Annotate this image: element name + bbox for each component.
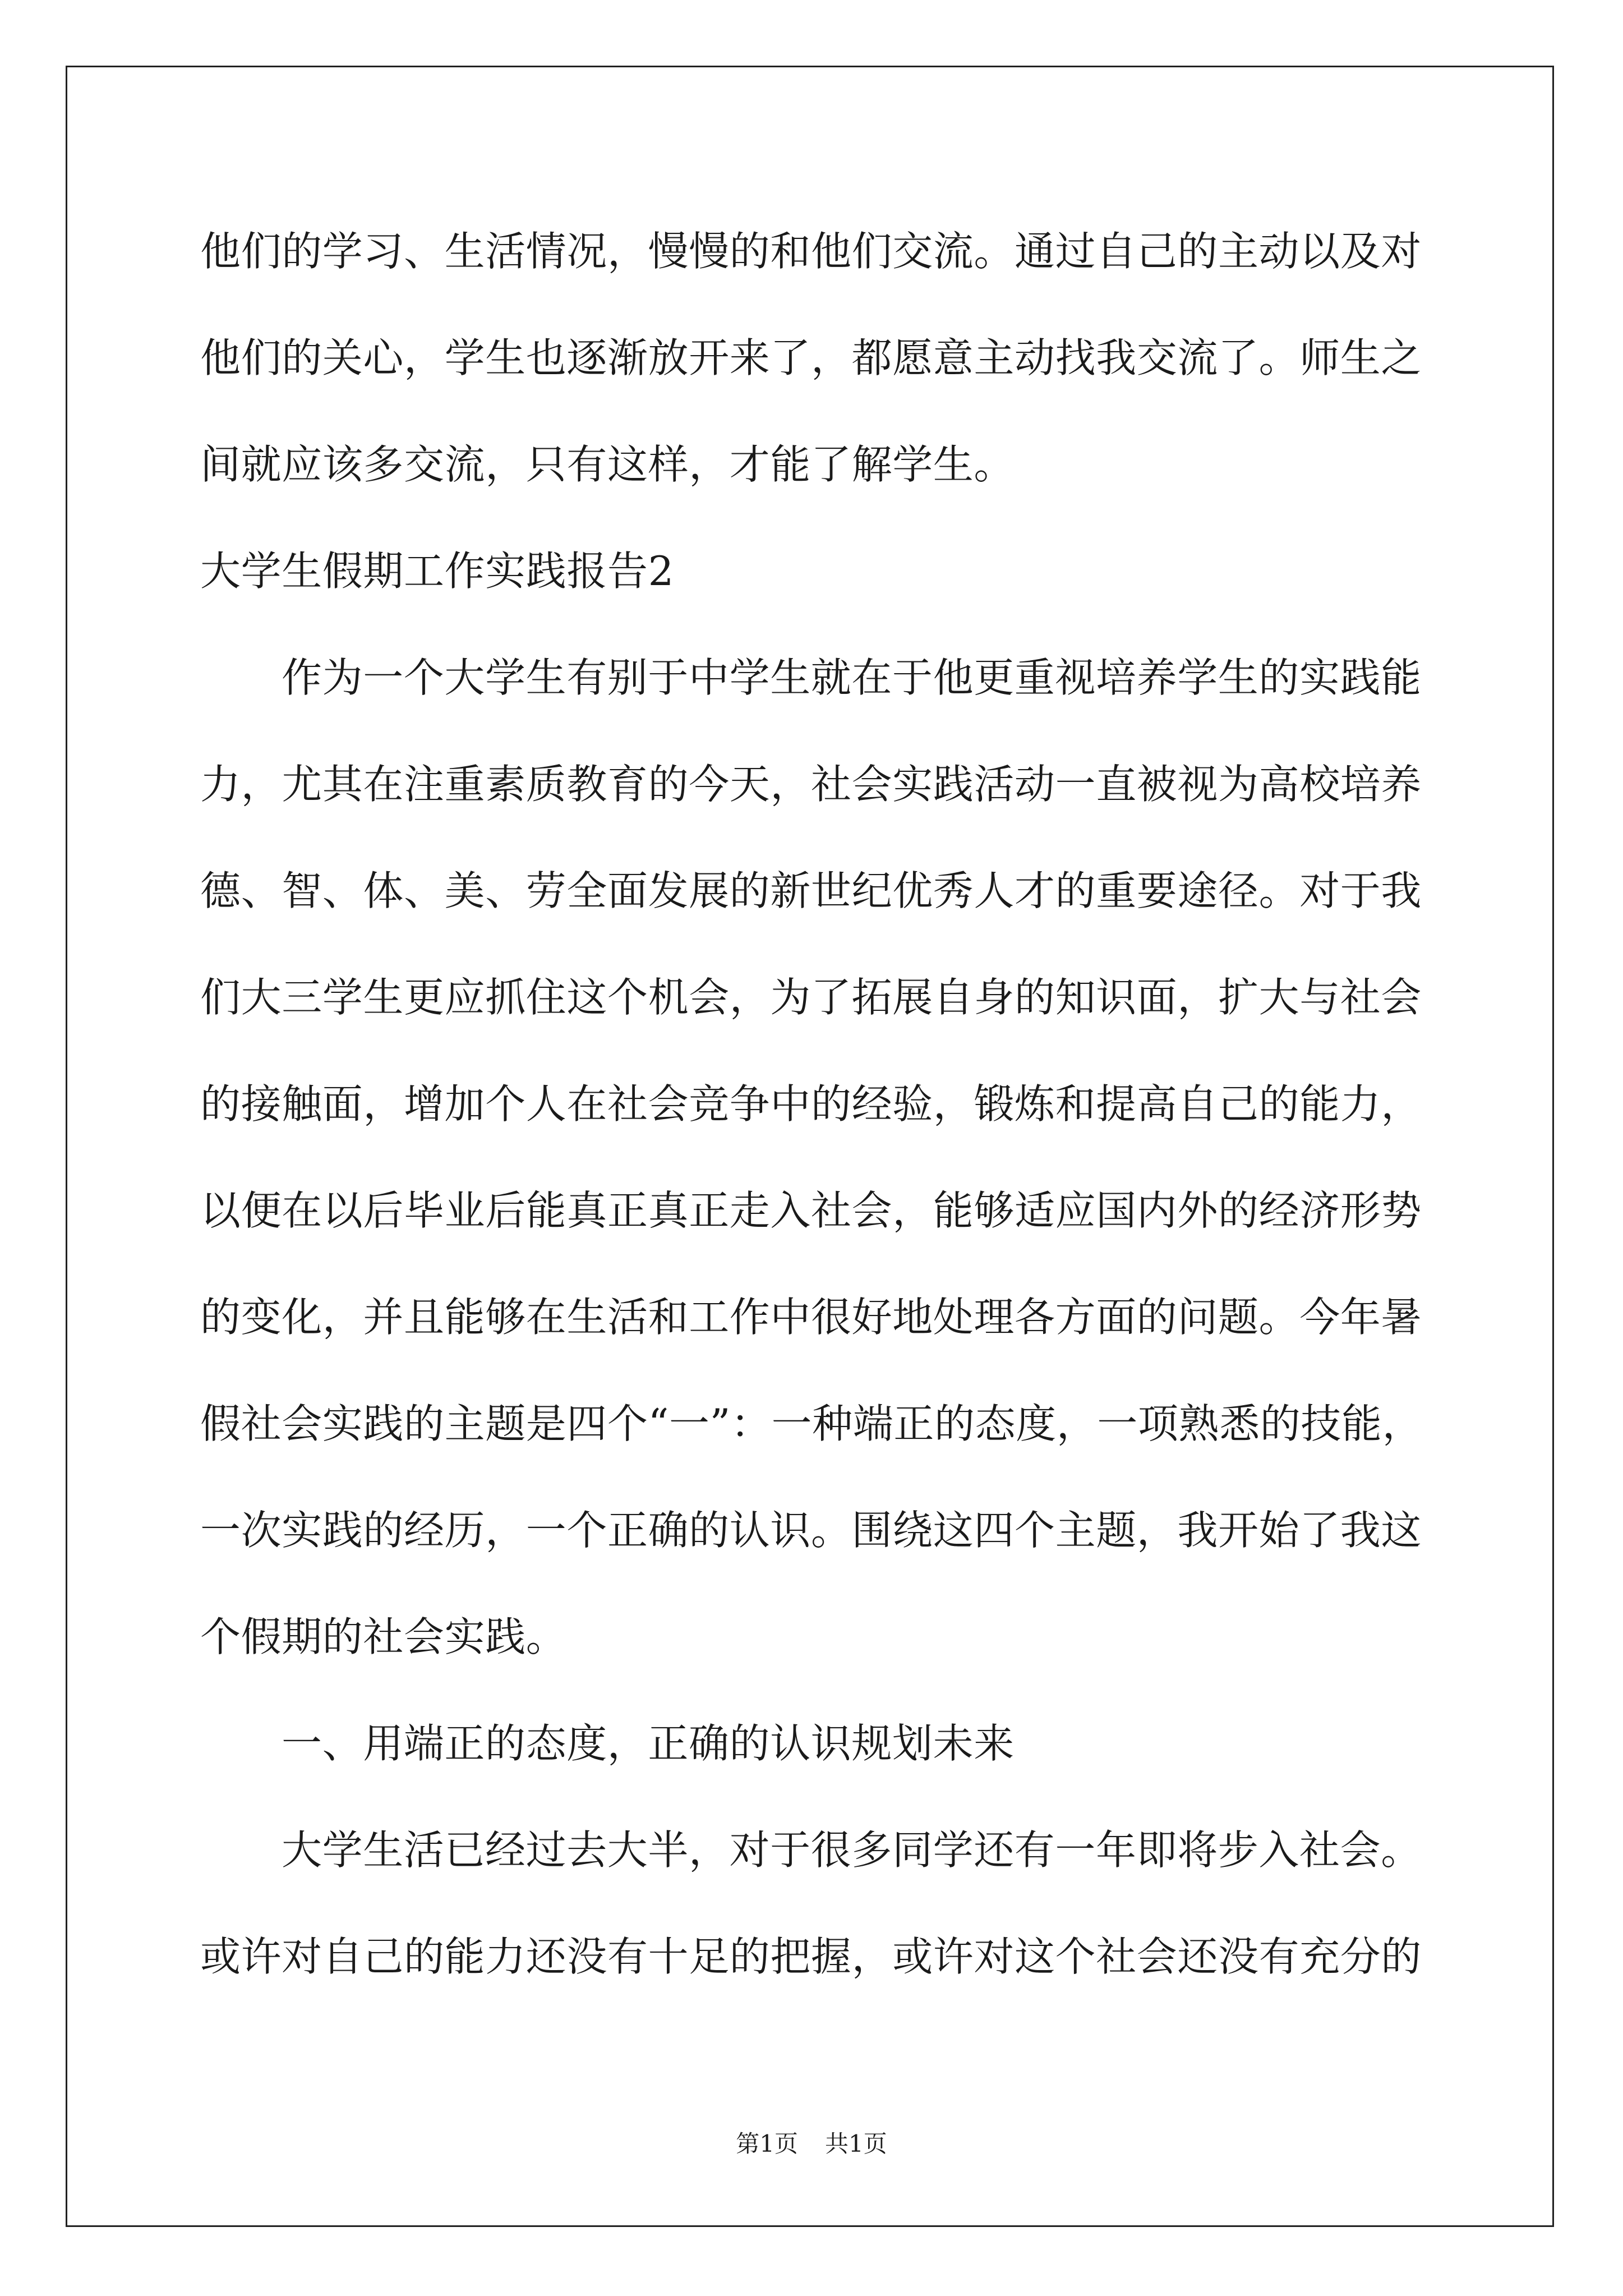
total-pages: 共1页 (825, 2130, 887, 2157)
text-line: 的变化，并且能够在生活和工作中很好地处理各方面的问题。今年暑 (200, 1294, 1422, 1341)
document-body (200, 198, 1490, 2010)
text-line: 或许对自己的能力还没有十足的把握，或许对这个社会还没有充分的 (200, 1933, 1422, 1980)
text-line: 的接触面，增加个人在社会竞争中的经验，锻炼和提高自己的能力， (200, 1080, 1422, 1128)
text-line: 力，尤其在注重素质教育的今天，社会实践活动一直被视为高校培养 (200, 761, 1422, 808)
text-line: 间就应该多交流，只有这样，才能了解学生。 (200, 441, 1015, 488)
text-line: 们大三学生更应抓住这个机会，为了拓展自身的知识面，扩大与社会 (200, 974, 1422, 1021)
text-line: 个假期的社会实践。 (200, 1613, 567, 1660)
text-line: 他们的关心，学生也逐渐放开来了，都愿意主动找我交流了。师生之 (200, 334, 1422, 381)
text-line: 假社会实践的主题是四个“一”：一种端正的态度，一项熟悉的技能， (200, 1400, 1423, 1447)
intro-paragraph (200, 198, 1490, 518)
text-line: 德、智、体、美、劳全面发展的新世纪优秀人才的重要途径。对于我 (200, 867, 1422, 914)
text-line: 他们的学习、生活情况，慢慢的和他们交流。通过自己的主动以及对 (200, 228, 1422, 275)
subsection-heading: 一、用端正的态度，正确的认识规划未来 (282, 1720, 1015, 1767)
page-footer (0, 2127, 1623, 2161)
paragraph-practice-intro (200, 624, 1490, 1690)
paragraph-college-life (200, 1797, 1490, 2010)
text-line: 大学生活已经过去大半，对于很多同学还有一年即将步入社会。 (282, 1826, 1422, 1874)
text-line: 作为一个大学生有别于中学生就在于他更重视培养学生的实践能 (282, 654, 1422, 701)
section-heading: 大学生假期工作实践报告2 (200, 547, 675, 595)
text-line: 以便在以后毕业后能真正真正走入社会，能够适应国内外的经济形势 (200, 1187, 1422, 1234)
page-number: 第1页 (736, 2130, 798, 2157)
text-line: 一次实践的经历，一个正确的认识。围绕这四个主题，我开始了我这 (200, 1507, 1422, 1554)
